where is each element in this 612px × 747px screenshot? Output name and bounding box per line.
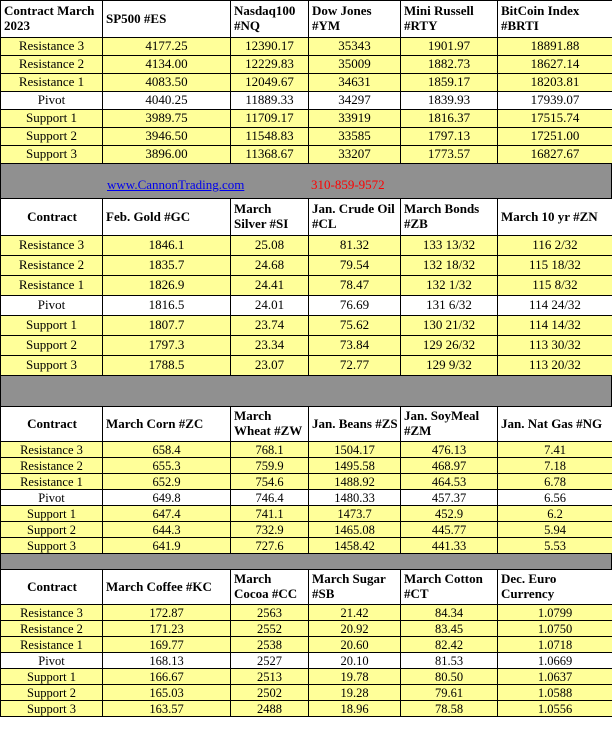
value-cell: 1773.57 xyxy=(401,146,498,164)
row-label: Pivot xyxy=(1,653,103,669)
value-cell: 1839.93 xyxy=(401,92,498,110)
column-header: BitCoin Index #BRTI xyxy=(498,1,612,38)
value-cell: 6.78 xyxy=(498,474,612,490)
value-cell: 452.9 xyxy=(401,506,498,522)
row-label: Support 2 xyxy=(1,128,103,146)
value-cell: 11368.67 xyxy=(231,146,309,164)
value-cell: 727.6 xyxy=(231,538,309,554)
column-header: March 10 yr #ZN xyxy=(498,199,612,236)
value-cell: 129 9/32 xyxy=(401,356,498,376)
value-cell: 115 18/32 xyxy=(498,256,612,276)
value-cell: 83.45 xyxy=(401,621,498,637)
value-cell: 652.9 xyxy=(103,474,231,490)
value-cell: 746.4 xyxy=(231,490,309,506)
value-cell: 468.97 xyxy=(401,458,498,474)
value-cell: 2538 xyxy=(231,637,309,653)
value-cell: 457.37 xyxy=(401,490,498,506)
row-label: Pivot xyxy=(1,296,103,316)
value-cell: 35343 xyxy=(309,38,401,56)
value-cell: 1797.3 xyxy=(103,336,231,356)
row-label: Resistance 3 xyxy=(1,605,103,621)
value-cell: 1807.7 xyxy=(103,316,231,336)
separator-band xyxy=(0,376,612,406)
row-label: Resistance 2 xyxy=(1,621,103,637)
value-cell: 72.77 xyxy=(309,356,401,376)
softs-currency-table xyxy=(0,569,612,717)
value-cell: 23.07 xyxy=(231,356,309,376)
value-cell: 6.56 xyxy=(498,490,612,506)
row-label: Resistance 1 xyxy=(1,637,103,653)
value-cell: 25.08 xyxy=(231,236,309,256)
value-cell: 18627.14 xyxy=(498,56,612,74)
grains-table xyxy=(0,406,612,554)
value-cell: 18203.81 xyxy=(498,74,612,92)
value-cell: 79.54 xyxy=(309,256,401,276)
cannontrading-link[interactable]: www.CannonTrading.com xyxy=(107,177,245,192)
value-cell: 2563 xyxy=(231,605,309,621)
value-cell: 129 26/32 xyxy=(401,336,498,356)
value-cell: 759.9 xyxy=(231,458,309,474)
column-header: Feb. Gold #GC xyxy=(103,199,231,236)
value-cell: 1882.73 xyxy=(401,56,498,74)
value-cell: 3946.50 xyxy=(103,128,231,146)
row-label: Resistance 2 xyxy=(1,458,103,474)
value-cell: 24.01 xyxy=(231,296,309,316)
value-cell: 741.1 xyxy=(231,506,309,522)
value-cell: 1816.37 xyxy=(401,110,498,128)
value-cell: 1835.7 xyxy=(103,256,231,276)
value-cell: 1.0718 xyxy=(498,637,612,653)
phone-number: 310-859-9572 xyxy=(311,177,385,192)
value-cell: 6.2 xyxy=(498,506,612,522)
value-cell: 1788.5 xyxy=(103,356,231,376)
value-cell: 132 1/32 xyxy=(401,276,498,296)
value-cell: 81.53 xyxy=(401,653,498,669)
value-cell: 84.34 xyxy=(401,605,498,621)
value-cell: 12049.67 xyxy=(231,74,309,92)
value-cell: 476.13 xyxy=(401,442,498,458)
value-cell: 172.87 xyxy=(103,605,231,621)
value-cell: 11889.33 xyxy=(231,92,309,110)
contract-column-header: Contract xyxy=(1,199,103,236)
column-header: March Wheat #ZW xyxy=(231,407,309,442)
value-cell: 1901.97 xyxy=(401,38,498,56)
value-cell: 19.78 xyxy=(309,669,401,685)
value-cell: 732.9 xyxy=(231,522,309,538)
value-cell: 4177.25 xyxy=(103,38,231,56)
value-cell: 132 18/32 xyxy=(401,256,498,276)
value-cell: 464.53 xyxy=(401,474,498,490)
row-label: Support 2 xyxy=(1,336,103,356)
value-cell: 11548.83 xyxy=(231,128,309,146)
value-cell: 1465.08 xyxy=(309,522,401,538)
value-cell: 1816.5 xyxy=(103,296,231,316)
column-header: March Silver #SI xyxy=(231,199,309,236)
column-header: March Cocoa #CC xyxy=(231,570,309,605)
value-cell: 79.61 xyxy=(401,685,498,701)
value-cell: 1504.17 xyxy=(309,442,401,458)
row-label: Resistance 1 xyxy=(1,74,103,92)
value-cell: 24.68 xyxy=(231,256,309,276)
row-label: Support 3 xyxy=(1,146,103,164)
value-cell: 168.13 xyxy=(103,653,231,669)
value-cell: 2527 xyxy=(231,653,309,669)
row-label: Pivot xyxy=(1,92,103,110)
value-cell: 18.96 xyxy=(309,701,401,717)
value-cell: 2502 xyxy=(231,685,309,701)
row-label: Resistance 2 xyxy=(1,56,103,74)
value-cell: 1846.1 xyxy=(103,236,231,256)
value-cell: 34297 xyxy=(309,92,401,110)
column-header: Mini Russell #RTY xyxy=(401,1,498,38)
value-cell: 7.18 xyxy=(498,458,612,474)
value-cell: 2513 xyxy=(231,669,309,685)
column-header: SP500 #ES xyxy=(103,1,231,38)
value-cell: 23.34 xyxy=(231,336,309,356)
value-cell: 4083.50 xyxy=(103,74,231,92)
value-cell: 133 13/32 xyxy=(401,236,498,256)
value-cell: 644.3 xyxy=(103,522,231,538)
value-cell: 1473.7 xyxy=(309,506,401,522)
value-cell: 3989.75 xyxy=(103,110,231,128)
value-cell: 4134.00 xyxy=(103,56,231,74)
value-cell: 11709.17 xyxy=(231,110,309,128)
column-header: March Cotton #CT xyxy=(401,570,498,605)
row-label: Support 2 xyxy=(1,685,103,701)
value-cell: 33919 xyxy=(309,110,401,128)
column-header: March Bonds #ZB xyxy=(401,199,498,236)
column-header: Jan. Beans #ZS xyxy=(309,407,401,442)
row-label: Resistance 3 xyxy=(1,38,103,56)
value-cell: 20.92 xyxy=(309,621,401,637)
row-label: Support 1 xyxy=(1,110,103,128)
column-header: March Coffee #KC xyxy=(103,570,231,605)
contact-banner xyxy=(0,164,612,198)
row-label: Resistance 1 xyxy=(1,474,103,490)
column-header: Jan. SoyMeal #ZM xyxy=(401,407,498,442)
metals-energy-bonds-table xyxy=(0,198,612,376)
row-label: Resistance 2 xyxy=(1,256,103,276)
row-label: Support 1 xyxy=(1,316,103,336)
row-label: Support 1 xyxy=(1,506,103,522)
row-label: Resistance 1 xyxy=(1,276,103,296)
value-cell: 647.4 xyxy=(103,506,231,522)
value-cell: 17515.74 xyxy=(498,110,612,128)
value-cell: 12229.83 xyxy=(231,56,309,74)
row-label: Support 2 xyxy=(1,522,103,538)
contract-column-header: Contract xyxy=(1,407,103,442)
column-header: Dow Jones #YM xyxy=(309,1,401,38)
value-cell: 35009 xyxy=(309,56,401,74)
value-cell: 1488.92 xyxy=(309,474,401,490)
value-cell: 115 8/32 xyxy=(498,276,612,296)
value-cell: 166.67 xyxy=(103,669,231,685)
value-cell: 1.0669 xyxy=(498,653,612,669)
value-cell: 3896.00 xyxy=(103,146,231,164)
value-cell: 81.32 xyxy=(309,236,401,256)
value-cell: 131 6/32 xyxy=(401,296,498,316)
value-cell: 7.41 xyxy=(498,442,612,458)
value-cell: 4040.25 xyxy=(103,92,231,110)
value-cell: 1.0637 xyxy=(498,669,612,685)
value-cell: 73.84 xyxy=(309,336,401,356)
value-cell: 1797.13 xyxy=(401,128,498,146)
column-header: Dec. Euro Currency xyxy=(498,570,612,605)
value-cell: 169.77 xyxy=(103,637,231,653)
value-cell: 82.42 xyxy=(401,637,498,653)
value-cell: 17939.07 xyxy=(498,92,612,110)
value-cell: 78.58 xyxy=(401,701,498,717)
value-cell: 165.03 xyxy=(103,685,231,701)
value-cell: 18891.88 xyxy=(498,38,612,56)
row-label: Support 1 xyxy=(1,669,103,685)
value-cell: 114 24/32 xyxy=(498,296,612,316)
value-cell: 116 2/32 xyxy=(498,236,612,256)
value-cell: 768.1 xyxy=(231,442,309,458)
value-cell: 17251.00 xyxy=(498,128,612,146)
value-cell: 2552 xyxy=(231,621,309,637)
value-cell: 658.4 xyxy=(103,442,231,458)
value-cell: 33585 xyxy=(309,128,401,146)
value-cell: 641.9 xyxy=(103,538,231,554)
row-label: Support 3 xyxy=(1,356,103,376)
column-header: March Sugar #SB xyxy=(309,570,401,605)
value-cell: 34631 xyxy=(309,74,401,92)
indices-table xyxy=(0,0,612,164)
column-header: Nasdaq100 #NQ xyxy=(231,1,309,38)
row-label: Resistance 3 xyxy=(1,442,103,458)
value-cell: 113 30/32 xyxy=(498,336,612,356)
value-cell: 23.74 xyxy=(231,316,309,336)
separator-band xyxy=(0,554,612,569)
value-cell: 171.23 xyxy=(103,621,231,637)
value-cell: 1859.17 xyxy=(401,74,498,92)
value-cell: 1458.42 xyxy=(309,538,401,554)
value-cell: 113 20/32 xyxy=(498,356,612,376)
value-cell: 1826.9 xyxy=(103,276,231,296)
column-header: Jan. Crude Oil #CL xyxy=(309,199,401,236)
value-cell: 649.8 xyxy=(103,490,231,506)
value-cell: 2488 xyxy=(231,701,309,717)
value-cell: 114 14/32 xyxy=(498,316,612,336)
value-cell: 1.0588 xyxy=(498,685,612,701)
column-header: March Corn #ZC xyxy=(103,407,231,442)
value-cell: 20.60 xyxy=(309,637,401,653)
value-cell: 78.47 xyxy=(309,276,401,296)
value-cell: 1.0556 xyxy=(498,701,612,717)
contract-column-header: Contract March 2023 xyxy=(1,1,103,38)
value-cell: 163.57 xyxy=(103,701,231,717)
value-cell: 75.62 xyxy=(309,316,401,336)
value-cell: 5.94 xyxy=(498,522,612,538)
value-cell: 1495.58 xyxy=(309,458,401,474)
value-cell: 20.10 xyxy=(309,653,401,669)
value-cell: 5.53 xyxy=(498,538,612,554)
row-label: Pivot xyxy=(1,490,103,506)
value-cell: 1.0750 xyxy=(498,621,612,637)
value-cell: 130 21/32 xyxy=(401,316,498,336)
value-cell: 19.28 xyxy=(309,685,401,701)
row-label: Support 3 xyxy=(1,538,103,554)
value-cell: 80.50 xyxy=(401,669,498,685)
column-header: Jan. Nat Gas #NG xyxy=(498,407,612,442)
contract-column-header: Contract xyxy=(1,570,103,605)
value-cell: 76.69 xyxy=(309,296,401,316)
value-cell: 1480.33 xyxy=(309,490,401,506)
value-cell: 655.3 xyxy=(103,458,231,474)
row-label: Resistance 3 xyxy=(1,236,103,256)
value-cell: 1.0799 xyxy=(498,605,612,621)
value-cell: 754.6 xyxy=(231,474,309,490)
row-label: Support 3 xyxy=(1,701,103,717)
value-cell: 12390.17 xyxy=(231,38,309,56)
value-cell: 33207 xyxy=(309,146,401,164)
value-cell: 24.41 xyxy=(231,276,309,296)
value-cell: 16827.67 xyxy=(498,146,612,164)
value-cell: 445.77 xyxy=(401,522,498,538)
value-cell: 441.33 xyxy=(401,538,498,554)
value-cell: 21.42 xyxy=(309,605,401,621)
